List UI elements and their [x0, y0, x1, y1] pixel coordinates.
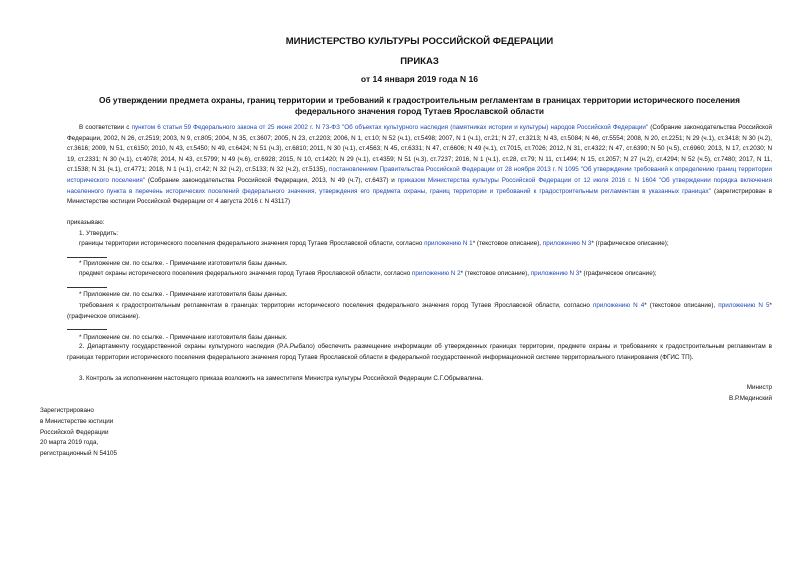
preamble-text-1: В соответствии с	[79, 124, 132, 131]
appendix-2-link[interactable]: приложению N 2	[412, 270, 461, 277]
appendix-3-link-2[interactable]: приложению N 3	[530, 270, 580, 277]
item-1-heading: 1. Утвердить:	[79, 230, 119, 237]
order-title: ПРИКАЗ	[400, 56, 439, 67]
appendix-3-link[interactable]: приложению N 3	[542, 240, 592, 247]
item-1-boundaries: границы территории исторического поселения федерального значения город Тутаев Ярославской области, согласно приложению N 1* (текстовое описание), приложению N 3* (графическое описание);	[79, 240, 669, 247]
item-1-requirements: требования к градостроительным регламентам в границах территории исторического поселения федерального значения город Тутаев Ярославской области, согласно приложению N 4* (текстовое описание), приложению N 5* (графическое описание).	[67, 302, 772, 320]
footnote-separator	[67, 329, 107, 330]
document-title	[67, 95, 772, 117]
order-word: приказываю:	[67, 219, 105, 226]
appendix-5-link[interactable]: приложению N 5	[718, 302, 770, 309]
footnote-separator	[67, 257, 107, 258]
footnote-3: * Приложение см. по ссылке. - Примечание изготовителя базы данных.	[79, 334, 288, 341]
footnote-1: * Приложение см. по ссылке. - Примечание изготовителя базы данных.	[79, 260, 288, 267]
ministry-order-link[interactable]: приказом Министерства культуры Российской Федерации от 12 июля 2016 г. N 1604 "Об утверждении порядка включения населенного пункта в перечень исторических поселений федерального значения, утверждения его предмета охраны, границ территории и требований к градостроительным регламентам в указанных границах"	[67, 176, 772, 195]
preamble-text-4: (зарегистрирован в Министерстве юстиции Российской Федерации от 4 августа 2016 г. N 43117)	[67, 187, 772, 206]
registration-block: Зарегистрировано в Министерстве юстиции Российской Федерации 20 марта 2019 года, регистрационный N 54105	[40, 407, 118, 458]
footnote-separator	[67, 287, 107, 288]
title-line-1: Об утверждении предмета охраны, границ территории и требований к градостроительным регламентам в границах территории исторического поселения	[98, 95, 740, 105]
preamble-text-3: (Собрание законодательства Российской Федерации, 2013, N 49 (ч.7), ст.6437) и	[145, 176, 398, 184]
preamble-text-2: (Собрание законодательства Российской Федерации, 2002, N 26, ст.2519; 2003, N 9, ст.805; 2004, N 35, ст.3607; 2005, N 23, ст.2203; 2006, N 1, ст.10; N 52 (ч.1), ст.5498; 2007, N 1 (ч.1), ст.21; N 27, ст.3213; N 43, ст.5084; N 46, ст.5554; 2008, N 20, ст.2251; N 29 (ч.1), ст.3418; N 30 (ч.2), ст.3616; 2009, N 51, ст.6150; 2010, N 43, ст.5450; N 49, ст.6424; N 51 (ч.3), ст.6810; 2011, N 30 (ч.1), ст.4563; N 45, ст.6331; N 47, ст.6606; N 49 (ч.1), ст.7015, ст.7026; 2012, N 31, ст.4322; N 47, ст.6390; N 50 (ч.5), ст.6960; 2013, N 17, ст.2030; N 19, ст.2331; N 30 (ч.1), ст.4078; 2014, N 43, ст.5799; N 49 (ч.6), ст.6928; 2015, N 10, ст.1420; N 29 (ч.1), ст.4359; N 51 (ч.3), ст.7237; 2016, N 1 (ч.1), ст.28, ст.79; N 11, ст.1494; N 15, ст.2057; N 27 (ч.2), ст.4294; N 52 (ч.5), ст.7480; 2017, N 11, ст.1538; N 31 (ч.1), ст.4771; 2018, N 1 (ч.1), ст.42; N 32 (ч.2), ст.5133; N 32 (ч.2), ст.5135),	[67, 124, 773, 174]
item-2-paragraph: 2. Департаменту государственной охраны культурного наследия (Р.А.Рыбало) обеспечить размещение информации об утвержденных границах территории, предмете охраны и требованиях к градостроительным регламентам в границах территории исторического поселения федерального значения город Тутаев Ярославской области в федеральной государственной информационной системе территориального планирования (ФГИС ТП).	[67, 343, 772, 361]
item-1-protection-subject: предмет охраны исторического поселения федерального значения город Тутаев Ярославской области, согласно приложению N 2* (текстовое описание), приложению N 3* (графическое описание);	[79, 270, 657, 277]
federal-law-link[interactable]: пунктом 6 статьи 59 Федерального закона от 25 июня 2002 г. N 73-ФЗ "Об объектах культурного наследия (памятниках истории и культуры) народов Российской Федерации"	[131, 124, 649, 131]
title-line-2: федерального значения город Тутаев Ярославской области	[294, 106, 545, 116]
appendix-1-link[interactable]: приложению N 1	[424, 240, 473, 247]
order-date-number: от 14 января 2019 года N 16	[360, 74, 479, 84]
preamble-paragraph	[67, 123, 772, 208]
item-3-paragraph: 3. Контроль за исполнением настоящего приказа возложить на заместителя Министра культуры Российской Федерации С.Г.Обрывалина.	[79, 375, 484, 382]
signature-position: Министр	[746, 384, 772, 391]
signature-name: В.Р.Мединский	[729, 394, 772, 402]
ministry-heading: МИНИСТЕРСТВО КУЛЬТУРЫ РОССИЙСКОЙ ФЕДЕРАЦИИ	[285, 36, 554, 47]
government-decree-link[interactable]: постановлением Правительства Российской Федерации от 28 ноября 2013 г. N 1095 "Об утверждении требований к определению границ территории исторического поселения"	[67, 166, 772, 184]
appendix-4-link[interactable]: приложению N 4	[593, 302, 645, 309]
signature-block	[729, 383, 772, 404]
footnote-2: * Приложение см. по ссылке. - Примечание изготовителя базы данных.	[79, 291, 288, 298]
